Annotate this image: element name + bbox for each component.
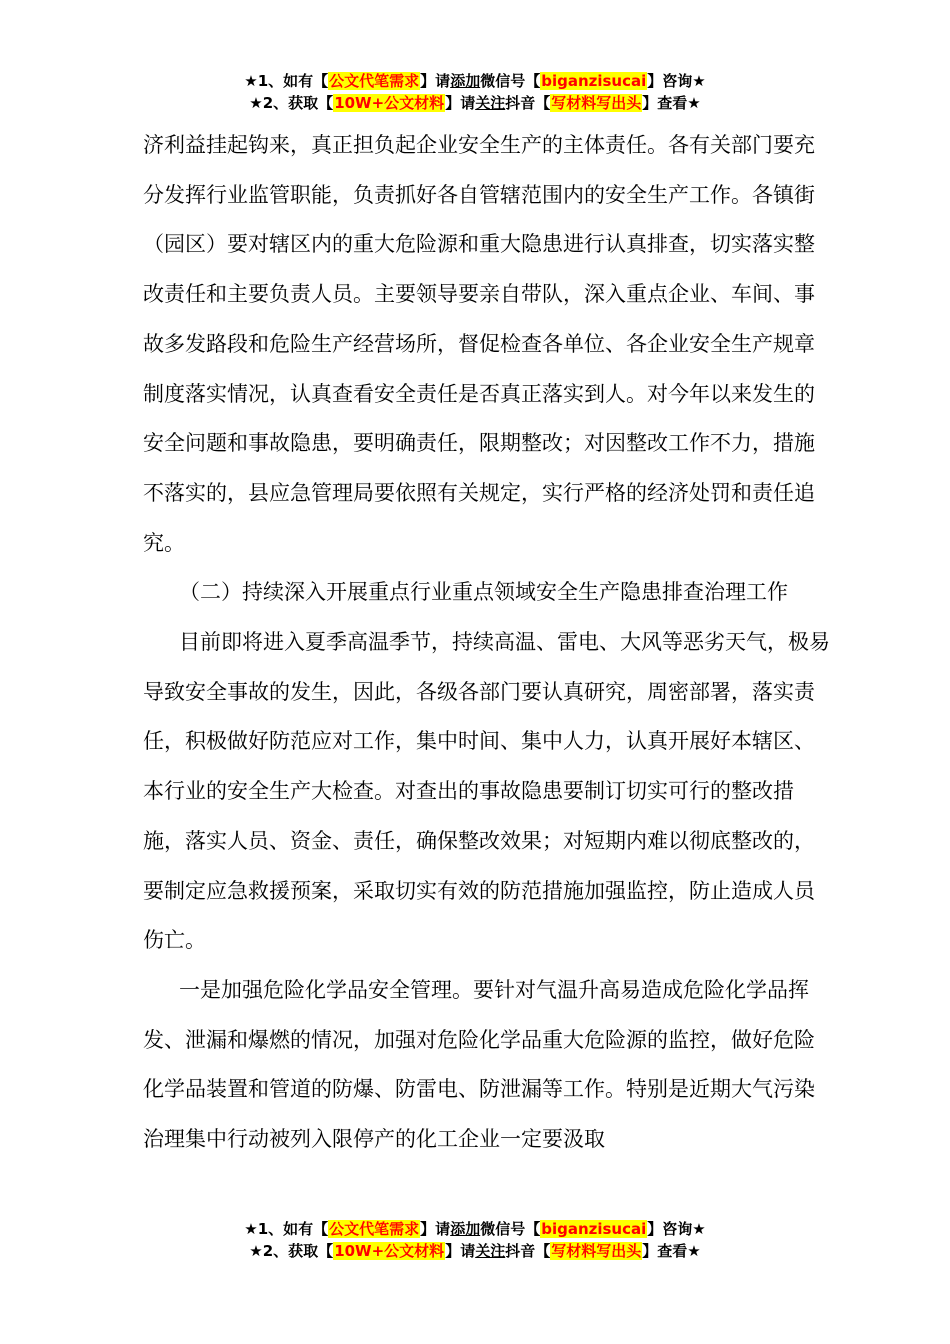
banner-text: ★1、如有【 bbox=[244, 1220, 329, 1238]
banner-line-2 bbox=[0, 92, 950, 114]
banner-text: 】查看★ bbox=[642, 94, 701, 112]
banner-text: 微信号【 bbox=[480, 72, 541, 90]
banner-text: 】咨询★ bbox=[647, 1220, 706, 1238]
banner-underline: 关注 bbox=[475, 1242, 506, 1260]
banner-highlight: 10W+公文材料 bbox=[334, 94, 445, 112]
paragraph: 一是加强危险化学品安全管理。要针对气温升高易造成危险化学品挥发、泄漏和爆燃的情况，加强对危险化学品重大危险源的监控，做好危险化学品装置和管道的防爆、防雷电、防泄漏等工作。特别是近期大气污染治理集中行动被列入限停产的化工企业一定要汲取 bbox=[143, 977, 815, 1152]
section-heading: （二）持续深入开展重点行业重点领域安全生产隐患排查治理工作 bbox=[179, 580, 788, 605]
paragraph-continuation: 济利益挂起钩来，真正担负起企业安全生产的主体责任。各有关部门要充分发挥行业监管职能，负责抓好各自管辖范围内的安全生产工作。各镇街（园区）要对辖区内的重大危险源和重大隐患进行认真排查，切实落实整改责任和主要负责人员。主要领导要亲自带队，深入重点企业、车间、事故多发路段和危险生产经营场所，督促检查各单位、各企业安全生产规章制度落实情况，认真查看安全责任是否真正落实到人。对今年以来发生的安全问题和事故隐患，要明确责任，限期整改；对因整改工作不力，措施不落实的，县应急管理局要依照有关规定，实行严格的经济处罚和责任追究。 bbox=[143, 133, 815, 555]
footer-banner bbox=[0, 1218, 950, 1262]
banner-line-2 bbox=[0, 1240, 950, 1262]
banner-text: 】咨询★ bbox=[647, 72, 706, 90]
banner-text: 】请 bbox=[420, 72, 451, 90]
banner-text: 】查看★ bbox=[642, 1242, 701, 1260]
document-body bbox=[143, 121, 833, 1165]
banner-underline: 添加 bbox=[450, 72, 481, 90]
banner-text: ★2、获取【 bbox=[249, 94, 334, 112]
banner-text: 抖音【 bbox=[505, 94, 551, 112]
banner-line-1 bbox=[0, 1218, 950, 1240]
banner-text: 】请 bbox=[420, 1220, 451, 1238]
header-banner bbox=[0, 70, 950, 114]
banner-underline: 关注 bbox=[475, 94, 506, 112]
banner-text: ★2、获取【 bbox=[249, 1242, 334, 1260]
banner-underline: 添加 bbox=[450, 1220, 481, 1238]
banner-highlight: 公文代笔需求 bbox=[329, 72, 420, 90]
banner-highlight: biganzisucai bbox=[541, 1220, 647, 1238]
banner-highlight: 10W+公文材料 bbox=[334, 1242, 445, 1260]
banner-highlight: 写材料写出头 bbox=[551, 1242, 642, 1260]
banner-text: 微信号【 bbox=[480, 1220, 541, 1238]
banner-text: 】请 bbox=[445, 1242, 476, 1260]
banner-highlight: biganzisucai bbox=[541, 72, 647, 90]
banner-text: 抖音【 bbox=[505, 1242, 551, 1260]
banner-line-1 bbox=[0, 70, 950, 92]
banner-highlight: 公文代笔需求 bbox=[329, 1220, 420, 1238]
banner-text: 】请 bbox=[445, 94, 476, 112]
banner-text: ★1、如有【 bbox=[244, 72, 329, 90]
paragraph: 目前即将进入夏季高温季节，持续高温、雷电、大风等恶劣天气，极易导致安全事故的发生，因此，各级各部门要认真研究，周密部署，落实责任，积极做好防范应对工作，集中时间、集中人力，认真开展好本辖区、本行业的安全生产大检查。对查出的事故隐患要制订切实可行的整改措施，落实人员、资金、责任，确保整改效果；对短期内难以彻底整改的，要制定应急救援预案，采取切实有效的防范措施加强监控，防止造成人员伤亡。 bbox=[143, 630, 830, 953]
banner-highlight: 写材料写出头 bbox=[551, 94, 642, 112]
